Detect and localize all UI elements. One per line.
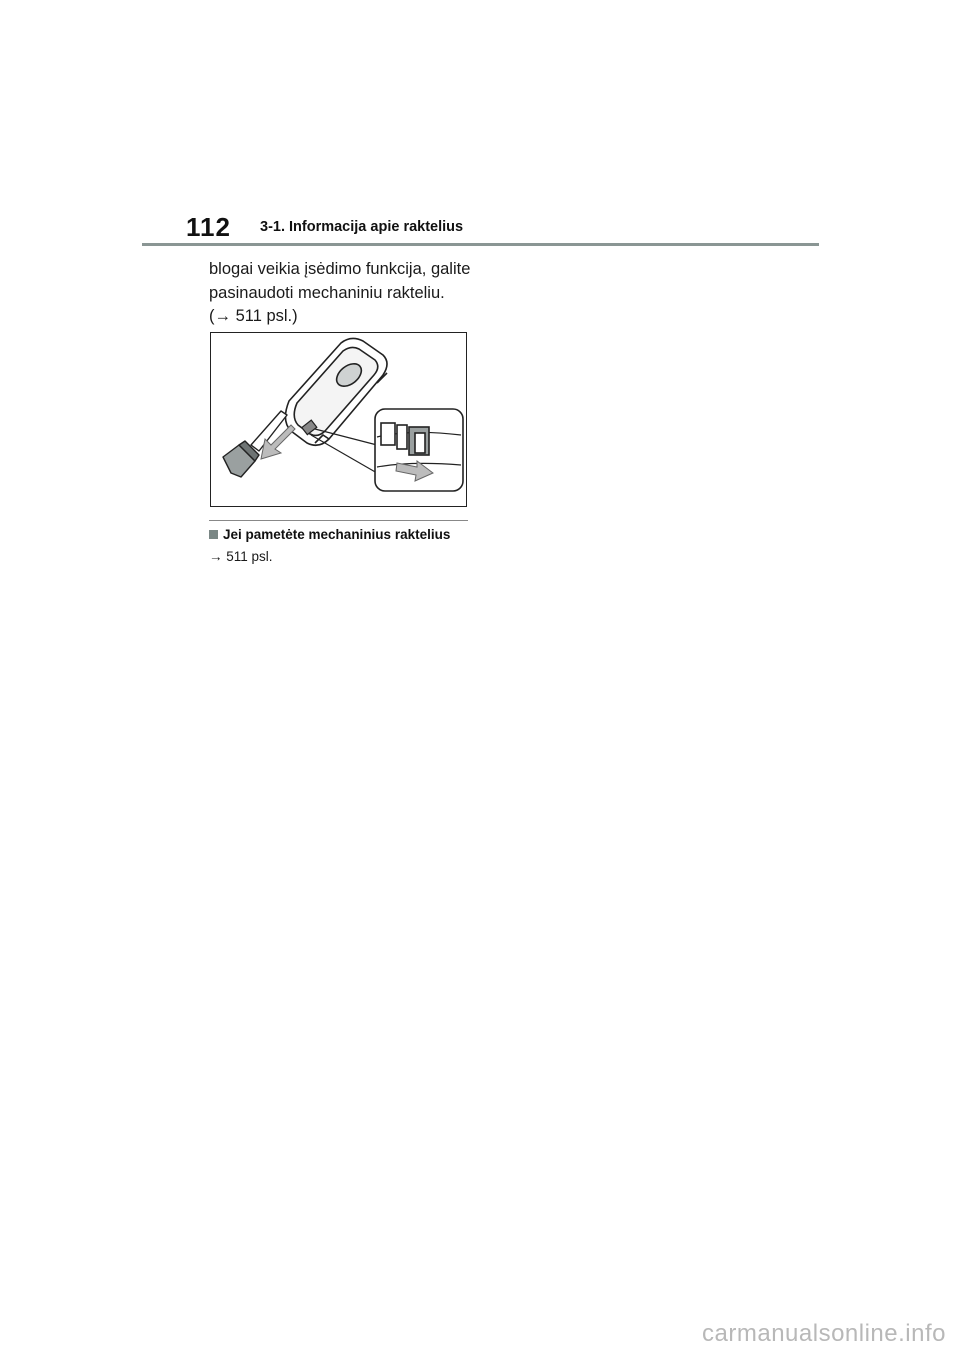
body-line: pasinaudoti mechaniniu rakteliu. xyxy=(209,283,445,302)
body-line: (→ 511 psl.) xyxy=(209,307,298,325)
section-title: 3-1. Informacija apie raktelius xyxy=(260,219,464,235)
key-illustration xyxy=(210,332,467,507)
mechanical-key-removal-icon xyxy=(211,333,466,506)
subsection-heading xyxy=(209,527,450,542)
subsection-divider xyxy=(209,520,468,521)
body-paragraph xyxy=(209,258,479,329)
header-divider xyxy=(142,243,819,246)
watermark: carmanualsonline.info xyxy=(702,1320,946,1347)
page-reference: → 511 psl. xyxy=(209,549,273,564)
body-line: blogai veikia įsėdimo funkcija, galite xyxy=(209,260,471,278)
key-fob xyxy=(285,338,387,445)
page-number: 112 xyxy=(186,212,231,242)
subsection-heading-text: Jei pametėte mechaninius raktelius xyxy=(223,527,451,542)
square-bullet-icon xyxy=(209,530,218,539)
